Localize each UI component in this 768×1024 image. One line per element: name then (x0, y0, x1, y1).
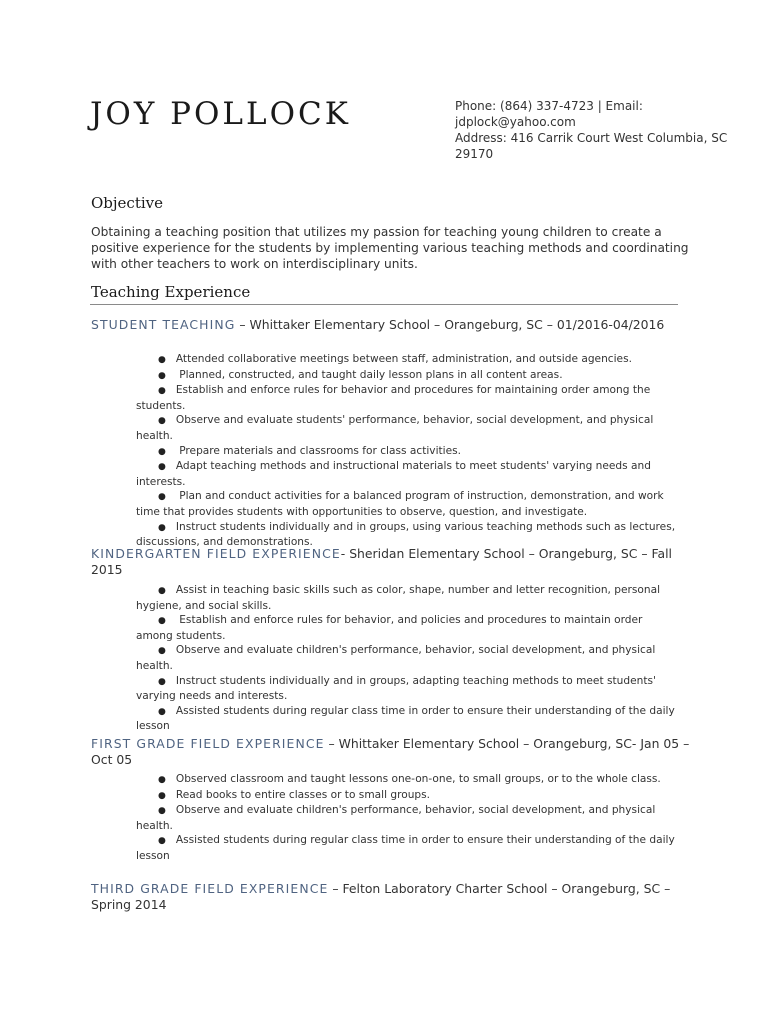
job-student-teaching-duties (136, 352, 681, 550)
list-item (136, 772, 681, 788)
bullet-icon: ● (158, 355, 166, 365)
duty-text: Establish and enforce rules for behavior, and policies and procedures to maintain order among students. (136, 614, 643, 642)
duty-text: Instruct students individually and in groups, adapting teaching methods to meet students' varying needs and interests. (136, 674, 656, 703)
duty-text: Assisted students during regular class time in order to ensure their understanding of the daily lesson (136, 704, 675, 733)
section-divider (90, 304, 678, 305)
list-item (136, 583, 681, 613)
bullet-icon: ● (158, 775, 166, 785)
job-detail: – Whittaker Elementary School – Orangeburg, SC- Jan 05 – Oct 05 (91, 736, 690, 767)
list-item (136, 643, 681, 673)
duty-text: Observe and evaluate children's performance, behavior, social development, and physical health. (136, 804, 656, 832)
list-item (136, 413, 681, 443)
job-role: STUDENT TEACHING (91, 317, 236, 332)
job-kindergarten (91, 546, 691, 578)
contact-address-line: Address: 416 Carrik Court West Columbia, SC (455, 131, 728, 145)
bullet-icon: ● (158, 790, 166, 801)
job-student-teaching (91, 317, 691, 333)
job-third-grade (91, 881, 691, 913)
job-role: THIRD GRADE FIELD EXPERIENCE (91, 881, 329, 896)
applicant-name: JOY POLLOCK (90, 96, 351, 132)
job-role: FIRST GRADE FIELD EXPERIENCE (91, 736, 325, 751)
list-item (136, 704, 681, 734)
contact-phone-email-line: Phone: (864) 337-4723 | Email: (455, 99, 643, 113)
job-first-grade-duties (136, 772, 681, 864)
objective-text: Obtaining a teaching position that utilizes my passion for teaching young children to create a positive experience for the students by implementing various teaching methods and coordinating with other teachers to work on interdisciplinary units. (91, 225, 689, 271)
contact-block (455, 98, 755, 162)
bullet-icon: ● (158, 676, 166, 687)
duty-text: Adapt teaching methods and instructional materials to meet students' varying needs and interests. (136, 460, 651, 488)
bullet-icon: ● (158, 462, 166, 473)
duty-text: Plan and conduct activities for a balanced program of instruction, demonstration, and work time that provides students with opportunities to observe, question, and investigate. (136, 490, 664, 518)
duty-text: Prepare materials and classrooms for class activities. (175, 444, 462, 457)
list-item (136, 788, 681, 804)
bullet-icon: ● (158, 836, 166, 847)
list-item (136, 803, 681, 833)
experience-heading: Teaching Experience (91, 283, 251, 301)
duty-text: Establish and enforce rules for behavior and procedures for maintaining order among the students. (136, 384, 651, 412)
bullet-icon: ● (158, 446, 166, 457)
duty-text: Assisted students during regular class time in order to ensure their understanding of the daily lesson (136, 834, 675, 862)
list-item (136, 674, 681, 704)
job-role: KINDERGARTEN FIELD EXPERIENCE (91, 546, 341, 561)
objective-heading: Objective (91, 194, 164, 212)
list-item (136, 833, 681, 863)
job-first-grade (91, 736, 691, 768)
list-item (136, 383, 681, 413)
bullet-icon: ● (158, 522, 166, 533)
list-item (136, 489, 681, 519)
duty-text: Read books to entire classes or to small groups. (175, 788, 431, 801)
duty-text: Observed classroom and taught lessons one-on-one, to small groups, or to the whole class. (175, 773, 661, 785)
bullet-icon: ● (158, 492, 166, 503)
duty-text: Instruct students individually and in groups, using various teaching methods such as lectures, discussions, and demonstrations. (136, 520, 676, 549)
duty-text: Observe and evaluate students' performance, behavior, social development, and physical health. (136, 414, 654, 442)
bullet-icon: ● (158, 646, 166, 657)
bullet-icon: ● (158, 386, 166, 397)
bullet-icon: ● (158, 586, 166, 596)
duty-text: Observe and evaluate children's performance, behavior, social development, and physical health. (136, 644, 656, 672)
duty-text: Assist in teaching basic skills such as color, shape, number and letter recognition, personal hygiene, and social skills. (136, 584, 661, 612)
contact-zip: 29170 (455, 147, 494, 161)
list-item (136, 368, 681, 384)
duty-text: Planned, constructed, and taught daily lesson plans in all content areas. (175, 368, 563, 381)
job-detail: – Felton Laboratory Charter School – Orangeburg, SC – Spring 2014 (91, 881, 671, 912)
list-item (136, 352, 681, 368)
job-kindergarten-duties (136, 583, 681, 734)
job-detail: – Whittaker Elementary School – Orangeburg, SC – 01/2016-04/2016 (235, 317, 665, 332)
list-item (136, 444, 681, 460)
duty-text: Attended collaborative meetings between staff, administration, and outside agencies. (175, 353, 632, 365)
bullet-icon: ● (158, 706, 166, 717)
bullet-icon: ● (158, 416, 166, 427)
contact-email: jdplock@yahoo.com (455, 115, 576, 129)
bullet-icon: ● (158, 370, 166, 381)
list-item (136, 459, 681, 489)
list-item (136, 613, 681, 643)
bullet-icon: ● (158, 616, 166, 627)
bullet-icon: ● (158, 806, 166, 817)
job-detail: - Sheridan Elementary School – Orangeburg, SC – Fall 2015 (91, 546, 672, 577)
